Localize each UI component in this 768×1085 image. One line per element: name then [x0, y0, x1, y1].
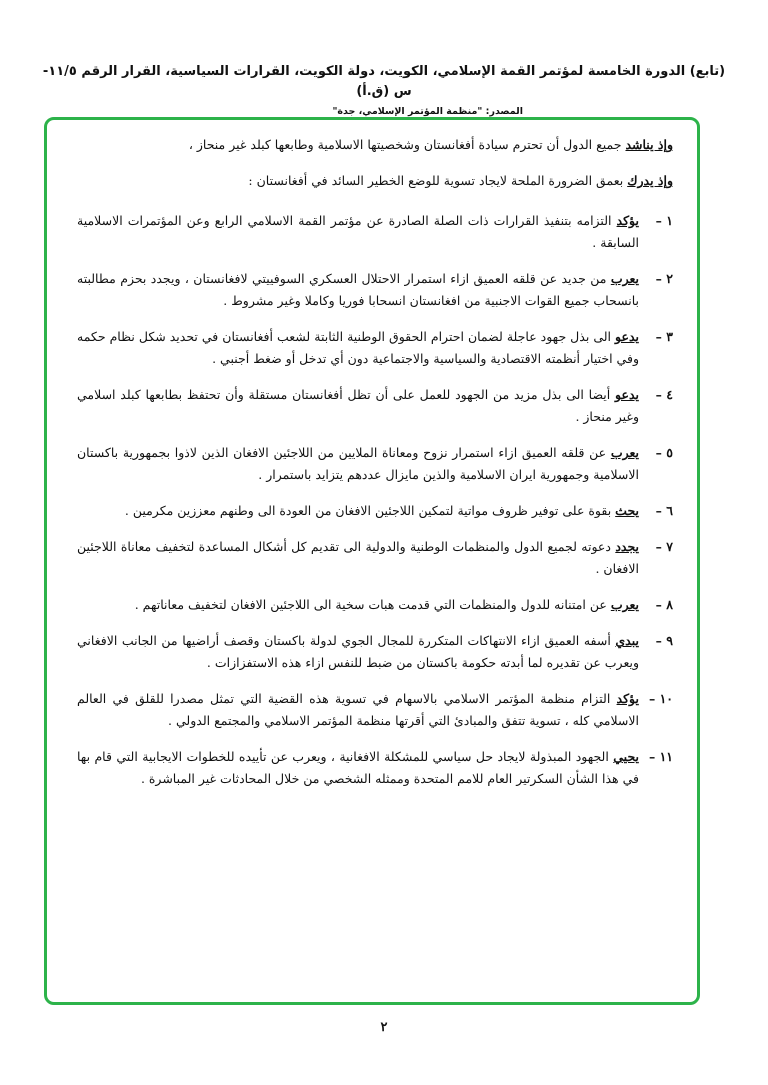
resolution-item-10 [77, 688, 673, 732]
source-line: المصدر: "منظمة المؤتمر الإسلامي، جدة" [332, 106, 523, 117]
intro-text: جميع الدول أن تحترم سيادة أفغانستان وشخصيتها الاسلامية وطابعها كبلد غير منحاز ، [188, 137, 626, 152]
item-keyword: يؤكد [616, 213, 639, 228]
item-number: ٨ – [655, 597, 673, 612]
item-keyword: يحيي [613, 749, 639, 764]
resolution-item-1 [77, 210, 673, 254]
item-number: ٧ – [655, 539, 673, 554]
resolution-item-6 [77, 500, 673, 522]
item-number: ٣ – [655, 329, 673, 344]
page-header [40, 62, 728, 117]
intro-keyword: وإذ يدرك [627, 173, 673, 188]
resolution-item-5 [77, 442, 673, 486]
item-keyword: يؤكد [616, 691, 639, 706]
resolution-item-4 [77, 384, 673, 428]
item-number: ٥ – [655, 445, 673, 460]
item-text: الى بذل جهود عاجلة لضمان احترام الحقوق الوطنية الثابتة لشعب أفغانستان في تحديد شكل نظام حكمه وفي اختيار أنظمته الاقتصادية والسياسية والاجتماعية دون أي تدخل أو ضغط أجنبي . [77, 329, 639, 366]
item-number: ١١ – [648, 749, 673, 764]
item-number: ٦ – [655, 503, 673, 518]
item-keyword: يعرب [610, 445, 639, 460]
resolution-item-8 [77, 594, 673, 616]
item-text: التزام منظمة المؤتمر الاسلامي بالاسهام في تسوية هذه القضية التي تمثل مصدرا للقلق في العالم الاسلامي كله ، تسوية تتفق والمبادئ التي أقرتها منظمة المؤتمر الاسلامي والمجتمع الدولي . [77, 691, 639, 728]
item-text: عن قلقه العميق ازاء استمرار نزوح ومعاناة الملايين من اللاجئين الافغان الذين لاذوا بجمهورية باكستان الاسلامية وجمهورية ايران الاسلامية والذين مايزال عددهم يتزايد باستمرار . [77, 445, 639, 482]
item-keyword: يحث [615, 503, 639, 518]
resolution-frame [44, 117, 700, 1005]
intro-paragraph-1 [77, 134, 673, 156]
item-text: الجهود المبذولة لايجاد حل سياسي للمشكلة الافغانية ، ويعرب عن تأييده للخطوات الايجابية التي قام بها في هذا الشأن السكرتير العام للامم المتحدة وممثله الشخصي من خلال المحادثات غير المباشرة . [77, 749, 639, 786]
item-keyword: يعرب [610, 271, 639, 286]
item-text: بقوة على توفير ظروف مواتية لتمكين اللاجئين الافغان من العودة الى وطنهم معززين مكرمين . [124, 503, 616, 518]
intro-text: بعمق الضرورة الملحة لايجاد تسوية للوضع الخطير السائد في أفغانستان : [248, 173, 628, 188]
item-text: من جديد عن قلقه العميق ازاء استمرار الاحتلال العسكري السوفييتي لافغانستان ، ويجدد بحزم مطالبته بانسحاب جميع القوات الاجنبية من افغانستان انسحابا فوريا وكاملا وغير مشروط . [77, 271, 639, 308]
resolution-item-2 [77, 268, 673, 312]
item-number: ١٠ – [648, 691, 673, 706]
item-text: دعوته لجميع الدول والمنظمات الوطنية والدولية الى تقديم كل أشكال المساعدة لتخفيف معاناة اللاجئين الافغان . [77, 539, 639, 576]
intro-paragraph-2 [77, 170, 673, 192]
item-keyword: يجدد [615, 539, 639, 554]
item-keyword: يدعو [615, 387, 639, 402]
item-keyword: يعرب [610, 597, 639, 612]
page-number: ٢ [380, 1020, 388, 1035]
resolution-item-3 [77, 326, 673, 370]
item-keyword: يبدي [615, 633, 639, 648]
document-title: (تابع) الدورة الخامسة لمؤتمر القمة الإسلامي، الكويت، دولة الكويت، القرارات السياسية، القرار الرقم ١١/٥-س (ق.أ) [42, 64, 726, 99]
resolution-item-7 [77, 536, 673, 580]
intro-keyword: وإذ يناشد [625, 137, 673, 152]
item-number: ٢ – [655, 271, 673, 286]
item-number: ١ – [655, 213, 673, 228]
resolution-item-9 [77, 630, 673, 674]
item-number: ٩ – [655, 633, 673, 648]
item-text: التزامه بتنفيذ القرارات ذات الصلة الصادرة عن مؤتمر القمة الاسلامي الرابع وعن المؤتمرات الاسلامية السابقة . [77, 213, 639, 250]
item-text: أسفه العميق ازاء الانتهاكات المتكررة للمجال الجوي لدولة باكستان وقصف أراضيها من الجانب الافغاني ويعرب عن تقديره لما أبدته حكومة باكستان من ضبط للنفس ازاء هذه الاستفزازات . [77, 633, 639, 670]
item-text: أيضا الى بذل مزيد من الجهود للعمل على أن تظل أفغانستان مستقلة وأن تحتفظ بطابعها كبلد اسلامي وغير منحاز . [77, 387, 639, 424]
item-keyword: يدعو [615, 329, 639, 344]
item-number: ٤ – [655, 387, 673, 402]
resolution-item-11 [77, 746, 673, 790]
item-text: عن امتنانه للدول والمنظمات التي قدمت هبات سخية الى اللاجئين الافغان لتخفيف معاناتهم . [134, 597, 611, 612]
